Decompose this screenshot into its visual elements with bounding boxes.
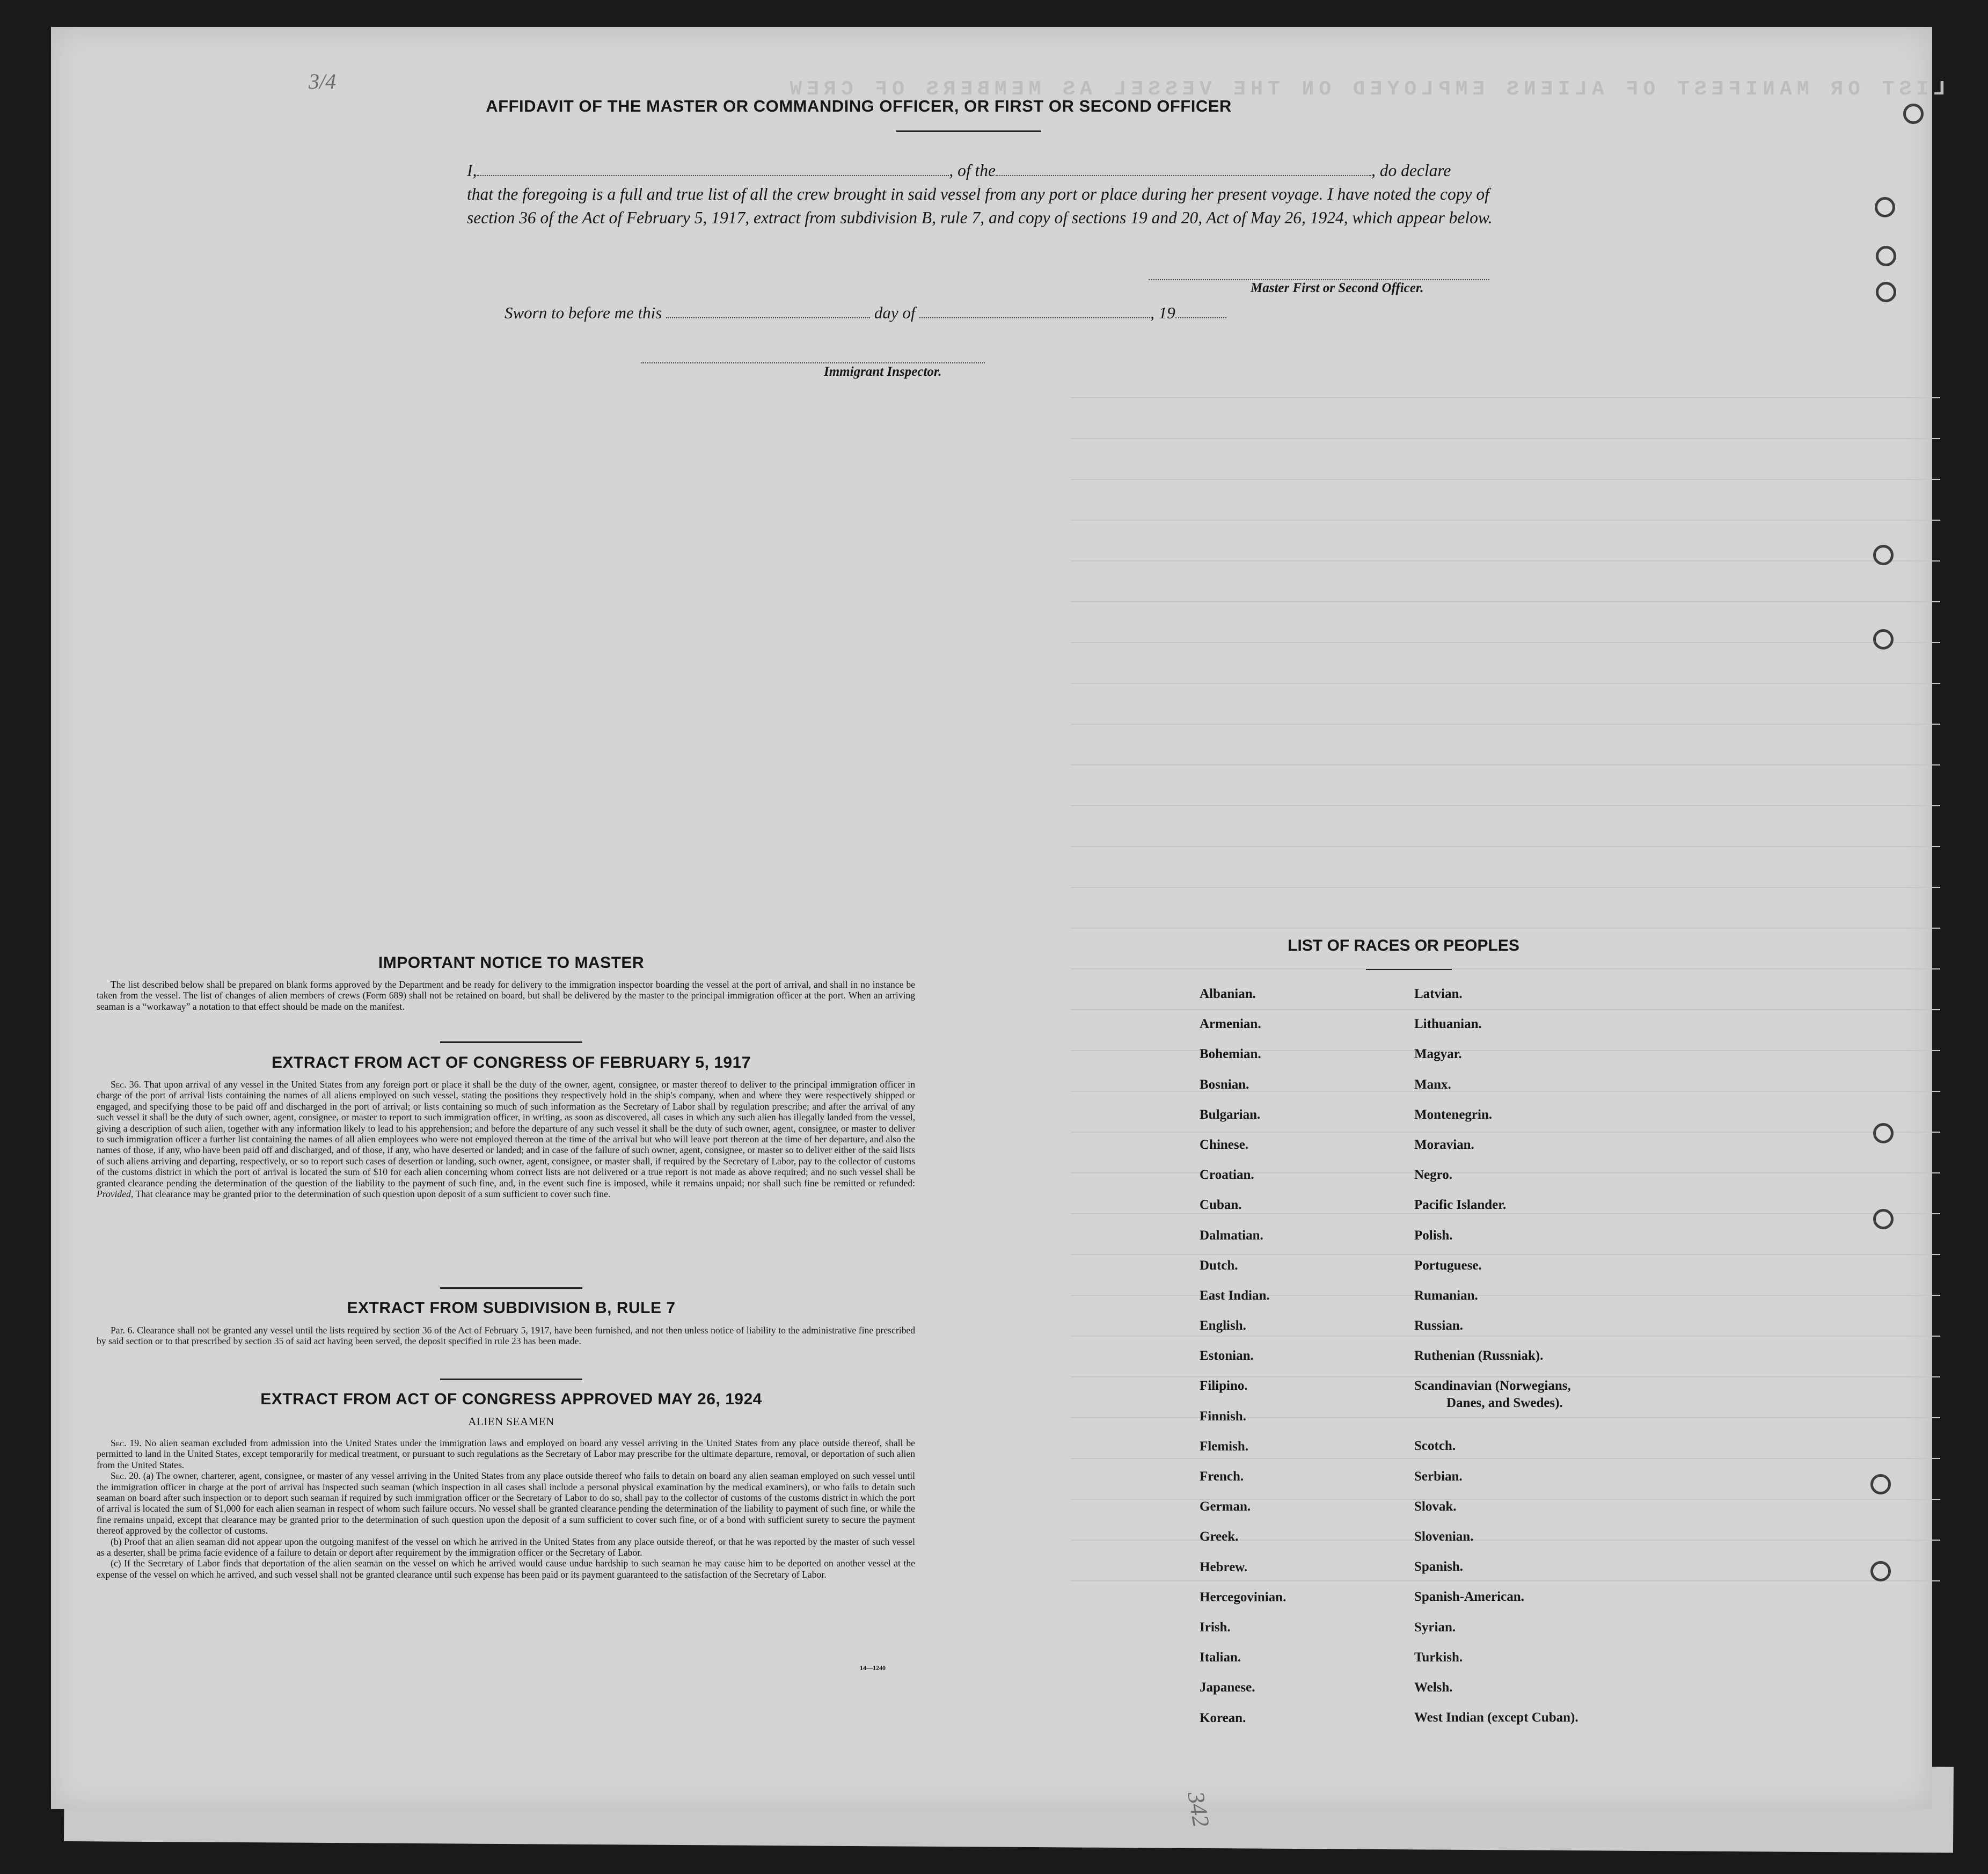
race-item: French.	[1200, 1469, 1244, 1484]
binder-ring	[1876, 246, 1896, 266]
races-title: LIST OF RACES OR PEOPLES	[1288, 937, 1519, 954]
sec-36-tail: That clearance may be granted prior to the determination of such question upon deposit of a sum sufficient to cover such fine.	[135, 1188, 611, 1200]
binder-ring	[1873, 1123, 1894, 1143]
race-item: Irish.	[1200, 1620, 1231, 1635]
race-item: Syrian.	[1414, 1620, 1456, 1635]
race-item: Spanish.	[1414, 1559, 1464, 1574]
sworn-line	[505, 303, 1226, 323]
race-item: Scotch.	[1414, 1439, 1456, 1454]
rule7-title: EXTRACT FROM SUBDIVISION B, RULE 7	[347, 1299, 676, 1317]
binder-ring	[1903, 104, 1924, 124]
sec-36-label: Sec. 36.	[111, 1079, 141, 1090]
name-blank[interactable]	[477, 161, 949, 176]
race-item: Filipino.	[1200, 1379, 1248, 1394]
sec-20c-text: (c) If the Secretary of Labor finds that deportation of the alien seaman on the vessel on which he arrived would cause undue hardship to such seaman he may cause him to be deported on another vessel at the expense of the vessel on which he arrived, and such vessel shall not be granted clearance until such expense has been paid or its payment guaranteed to the satisfaction of the Secretary of Labor.	[97, 1558, 915, 1580]
race-item: Estonian.	[1200, 1348, 1254, 1363]
race-item: Polish.	[1414, 1228, 1453, 1243]
race-item: Finnish.	[1200, 1409, 1246, 1424]
race-item: Serbian.	[1414, 1469, 1463, 1484]
affidavit-body: that the foregoing is a full and true list of all the crew brought in said vessel from any port or place during her present voyage. I have noted the copy of section 36 of the Act of February 5, 1917, extract from subdivision B, rule 7, and copy of sections 19 and 20, Act of May 26, 1924, which appear below.	[467, 185, 1493, 227]
divider-1	[440, 1041, 582, 1043]
bleed-through-header: LIST OR MANIFEST OF ALIENS EMPLOYED ON THE VESSEL AS MEMBERS OF CREW	[785, 78, 1946, 101]
race-item: Korean.	[1200, 1710, 1246, 1725]
race-item: Italian.	[1200, 1650, 1241, 1665]
inspector-signature-line[interactable]	[641, 362, 985, 363]
affidavit-title: AFFIDAVIT OF THE MASTER OR COMMANDING OFFICER, OR FIRST OR SECOND OFFICER	[486, 97, 1232, 115]
race-item-continued: Danes, and Swedes).	[1446, 1396, 1563, 1411]
race-item: Manx.	[1414, 1077, 1451, 1092]
races-left-column	[1200, 987, 1286, 1741]
race-item: German.	[1200, 1499, 1251, 1514]
of-the-label: , of the	[949, 161, 996, 180]
race-item: Scandinavian (Norwegians,	[1414, 1379, 1571, 1394]
race-item: Montenegrin.	[1414, 1107, 1493, 1122]
sworn-month-blank[interactable]	[919, 303, 1150, 318]
i-label: I,	[467, 161, 477, 180]
race-item: English.	[1200, 1318, 1246, 1333]
race-item: West Indian (except Cuban).	[1414, 1710, 1578, 1725]
race-item: Bosnian.	[1200, 1077, 1249, 1092]
race-item: Hercegovinian.	[1200, 1589, 1287, 1605]
race-item: Magyar.	[1414, 1047, 1462, 1062]
race-item: Lithuanian.	[1414, 1017, 1482, 1032]
race-item: Bulgarian.	[1200, 1107, 1261, 1122]
vessel-blank[interactable]	[996, 161, 1371, 176]
sec-20a-text: (a) The owner, charterer, agent, consignee, or master of any vessel arriving in the United States from any place outside thereof who fails to detain on board any alien seaman employed on such vessel until the immigration officer in charge at the port of arrival has inspected such seaman (which inspection in all cases shall include a personal physical examination by the medical examiners), or who fails to detain such seaman on board after such inspection or to deport such seaman if required by such immigration officer or the Secretary of Labor to do so, shall pay to the collector of customs of the customs district in which the port of arrival is located the sum of $1,000 for each alien seaman in respect of whom such failure occurs. No vessel shall be granted clearance pending the determination of the liability to payment of such fine, or while the fine remains unpaid, except that clearance may be granted prior to the determination of such question upon the deposit of a sum sufficient to cover such fine, or of a bond with sufficient surety to secure the payment thereof approved by the collector of customs.	[97, 1470, 915, 1536]
stamp-mark: 342	[1182, 1789, 1215, 1829]
race-item: Russian.	[1414, 1318, 1464, 1333]
extract-1924-title: EXTRACT FROM ACT OF CONGRESS APPROVED MAY 26, 1924	[260, 1390, 762, 1408]
form-number: 14—1240	[860, 1664, 886, 1672]
extract-1924-body	[97, 1438, 915, 1580]
race-item: Bohemian.	[1200, 1047, 1261, 1062]
master-signature-line[interactable]	[1149, 279, 1489, 280]
race-item: Greek.	[1200, 1529, 1239, 1544]
affidavit-text	[467, 159, 1519, 230]
rule7-paragraph: Par. 6. Clearance shall not be granted any vessel until the lists required by section 36 of the Act of February 5, 1917, have been furnished, and not then unless notice of liability to the administrative fine prescribed by said section or to that prescribed by section 35 of said act having been served, the deposit specified in rule 23 has been made.	[97, 1325, 915, 1347]
provided-word: Provided,	[97, 1188, 134, 1200]
binder-ring	[1876, 282, 1896, 302]
races-divider	[1366, 969, 1452, 970]
extract-1917-body	[97, 1079, 915, 1199]
race-item: Chinese.	[1200, 1137, 1248, 1152]
notice-body	[97, 979, 915, 1012]
race-item: Slovak.	[1414, 1499, 1457, 1514]
race-item: East Indian.	[1200, 1288, 1270, 1303]
day-of-label: day of	[874, 303, 916, 322]
binder-ring	[1873, 629, 1894, 650]
race-item: Albanian.	[1200, 987, 1256, 1001]
race-item: Armenian.	[1200, 1017, 1261, 1032]
extract-1917-title: EXTRACT FROM ACT OF CONGRESS OF FEBRUARY 5, 1917	[272, 1054, 751, 1071]
sworn-day-blank[interactable]	[666, 303, 870, 318]
sec-19-label: Sec. 19.	[111, 1438, 142, 1448]
alien-seamen-subtitle: ALIEN SEAMEN	[468, 1415, 554, 1428]
binder-ring	[1873, 545, 1894, 565]
divider-3	[440, 1379, 582, 1380]
race-item: Negro.	[1414, 1168, 1453, 1183]
notice-title: IMPORTANT NOTICE TO MASTER	[378, 954, 645, 972]
race-item: Dutch.	[1200, 1258, 1238, 1273]
races-right-column	[1414, 987, 1578, 1740]
master-signature-label: Master First or Second Officer.	[1251, 281, 1424, 295]
race-item: Latvian.	[1414, 987, 1463, 1001]
sworn-prefix: Sworn to before me this	[505, 303, 662, 322]
sec-20-label: Sec. 20.	[111, 1470, 141, 1482]
title-divider	[896, 130, 1041, 132]
page-mark: 3/4	[309, 69, 337, 93]
race-item: Portuguese.	[1414, 1258, 1482, 1273]
rule7-body	[97, 1325, 915, 1347]
race-item: Turkish.	[1414, 1650, 1463, 1665]
race-item: Japanese.	[1200, 1680, 1255, 1695]
race-item: Croatian.	[1200, 1168, 1254, 1183]
race-item: Rumanian.	[1414, 1288, 1478, 1303]
race-item: Dalmatian.	[1200, 1228, 1263, 1243]
race-item: Spanish-American.	[1414, 1589, 1524, 1605]
binder-ring	[1870, 1474, 1891, 1494]
sec-20b-text: (b) Proof that an alien seaman did not appear upon the outgoing manifest of the vessel on which he arrived in the United States from any place outside thereof, or that he was reported by the master of such vessel as a deserter, shall be prima facie evidence of a failure to detain or deport after requirement by the immigration officer or the Secretary of Labor.	[97, 1536, 915, 1558]
race-item: Moravian.	[1414, 1137, 1474, 1152]
race-item: Hebrew.	[1200, 1559, 1248, 1574]
race-item: Ruthenian (Russniak).	[1414, 1348, 1544, 1363]
race-item: Pacific Islander.	[1414, 1198, 1507, 1213]
sec-36-text: That upon arrival of any vessel in the United States from any foreign port or place it shall be the duty of the owner, agent, consignee, or master thereof to deliver to the principal immigration officer in charge of the port of arrival lists containing the names of all aliens employed on such vessel, stating the positions they respectively hold in the ship's company, when and where they were respectively shipped or engaged, and specifying those to be paid off and discharged in the port of arrival; or lists containing so much of such information as the Secretary of Labor shall by regulation prescribe; and after the arrival of any such vessel it shall be the duty of such owner, agent, consignee, or master to report to such immigration officer, in writing, as soon as discovered, all cases in which any such alien has illegally landed from the vessel, giving a description of such alien, together with any information likely to lead to his apprehension; and before the departure of any such vessel it shall be the duty of such owner, agent, consignee, or master to deliver to such immigration officer a further list containing the names of all alien employees who were not employed thereon at the time of the arrival but who will leave port thereon at the time of her departure, and also the names of those, if any, who have been paid off and discharged, and of those, if any, who have deserted or landed; and in case of the failure of such owner, agent, consignee, or master so to deliver either of the said lists of such aliens arriving and departing, respectively, or so to report such cases of desertion or landing, such owner, agent, consignee, or master shall, if required by the Secretary of Labor, pay to the collector of customs of the customs district in which the port of arrival is located the sum of $10 for each alien concerning whom correct lists are not delivered or a true report is not made as above required; and no such vessel shall be granted clearance pending the determination of the question of the liability to the payment of such fine, and, in the event such fine is imposed, while it remains unpaid; nor shall such fine be remitted or refunded:	[97, 1079, 915, 1188]
do-declare-label: , do declare	[1371, 161, 1451, 180]
sworn-year-blank[interactable]	[1175, 303, 1226, 318]
divider-2	[440, 1287, 582, 1289]
binder-ring	[1873, 1209, 1894, 1229]
notice-paragraph: The list described below shall be prepared on blank forms approved by the Department and be ready for delivery to the immigration inspector boarding the vessel at the port of arrival, and shall in no instance be taken from the vessel. The list of changes of alien members of crews (Form 689) shall not be retained on board, but shall be delivered by the master to the principal immigration officer at the port. When an arriving seaman is a “workaway” a notation to that effect should be made on the manifest.	[97, 979, 915, 1012]
race-item: Welsh.	[1414, 1680, 1453, 1695]
binder-ring	[1870, 1561, 1891, 1581]
inspector-label: Immigrant Inspector.	[824, 364, 942, 379]
declaration-line	[467, 159, 1519, 183]
year-label: , 19	[1150, 303, 1175, 322]
race-item: Cuban.	[1200, 1198, 1242, 1213]
binder-ring	[1875, 197, 1895, 217]
race-item: Slovenian.	[1414, 1529, 1474, 1544]
race-item: Flemish.	[1200, 1439, 1248, 1454]
sec-19-text: No alien seaman excluded from admission into the United States under the immigration laws and employed on board any vessel arriving in the United States from any place outside thereof, shall be permitted to land in the United States, except temporarily for medical treatment, or pursuant to such regulations as the Secretary of Labor may prescribe for the ultimate departure, removal, or deportation of such alien from the United States.	[97, 1438, 915, 1470]
